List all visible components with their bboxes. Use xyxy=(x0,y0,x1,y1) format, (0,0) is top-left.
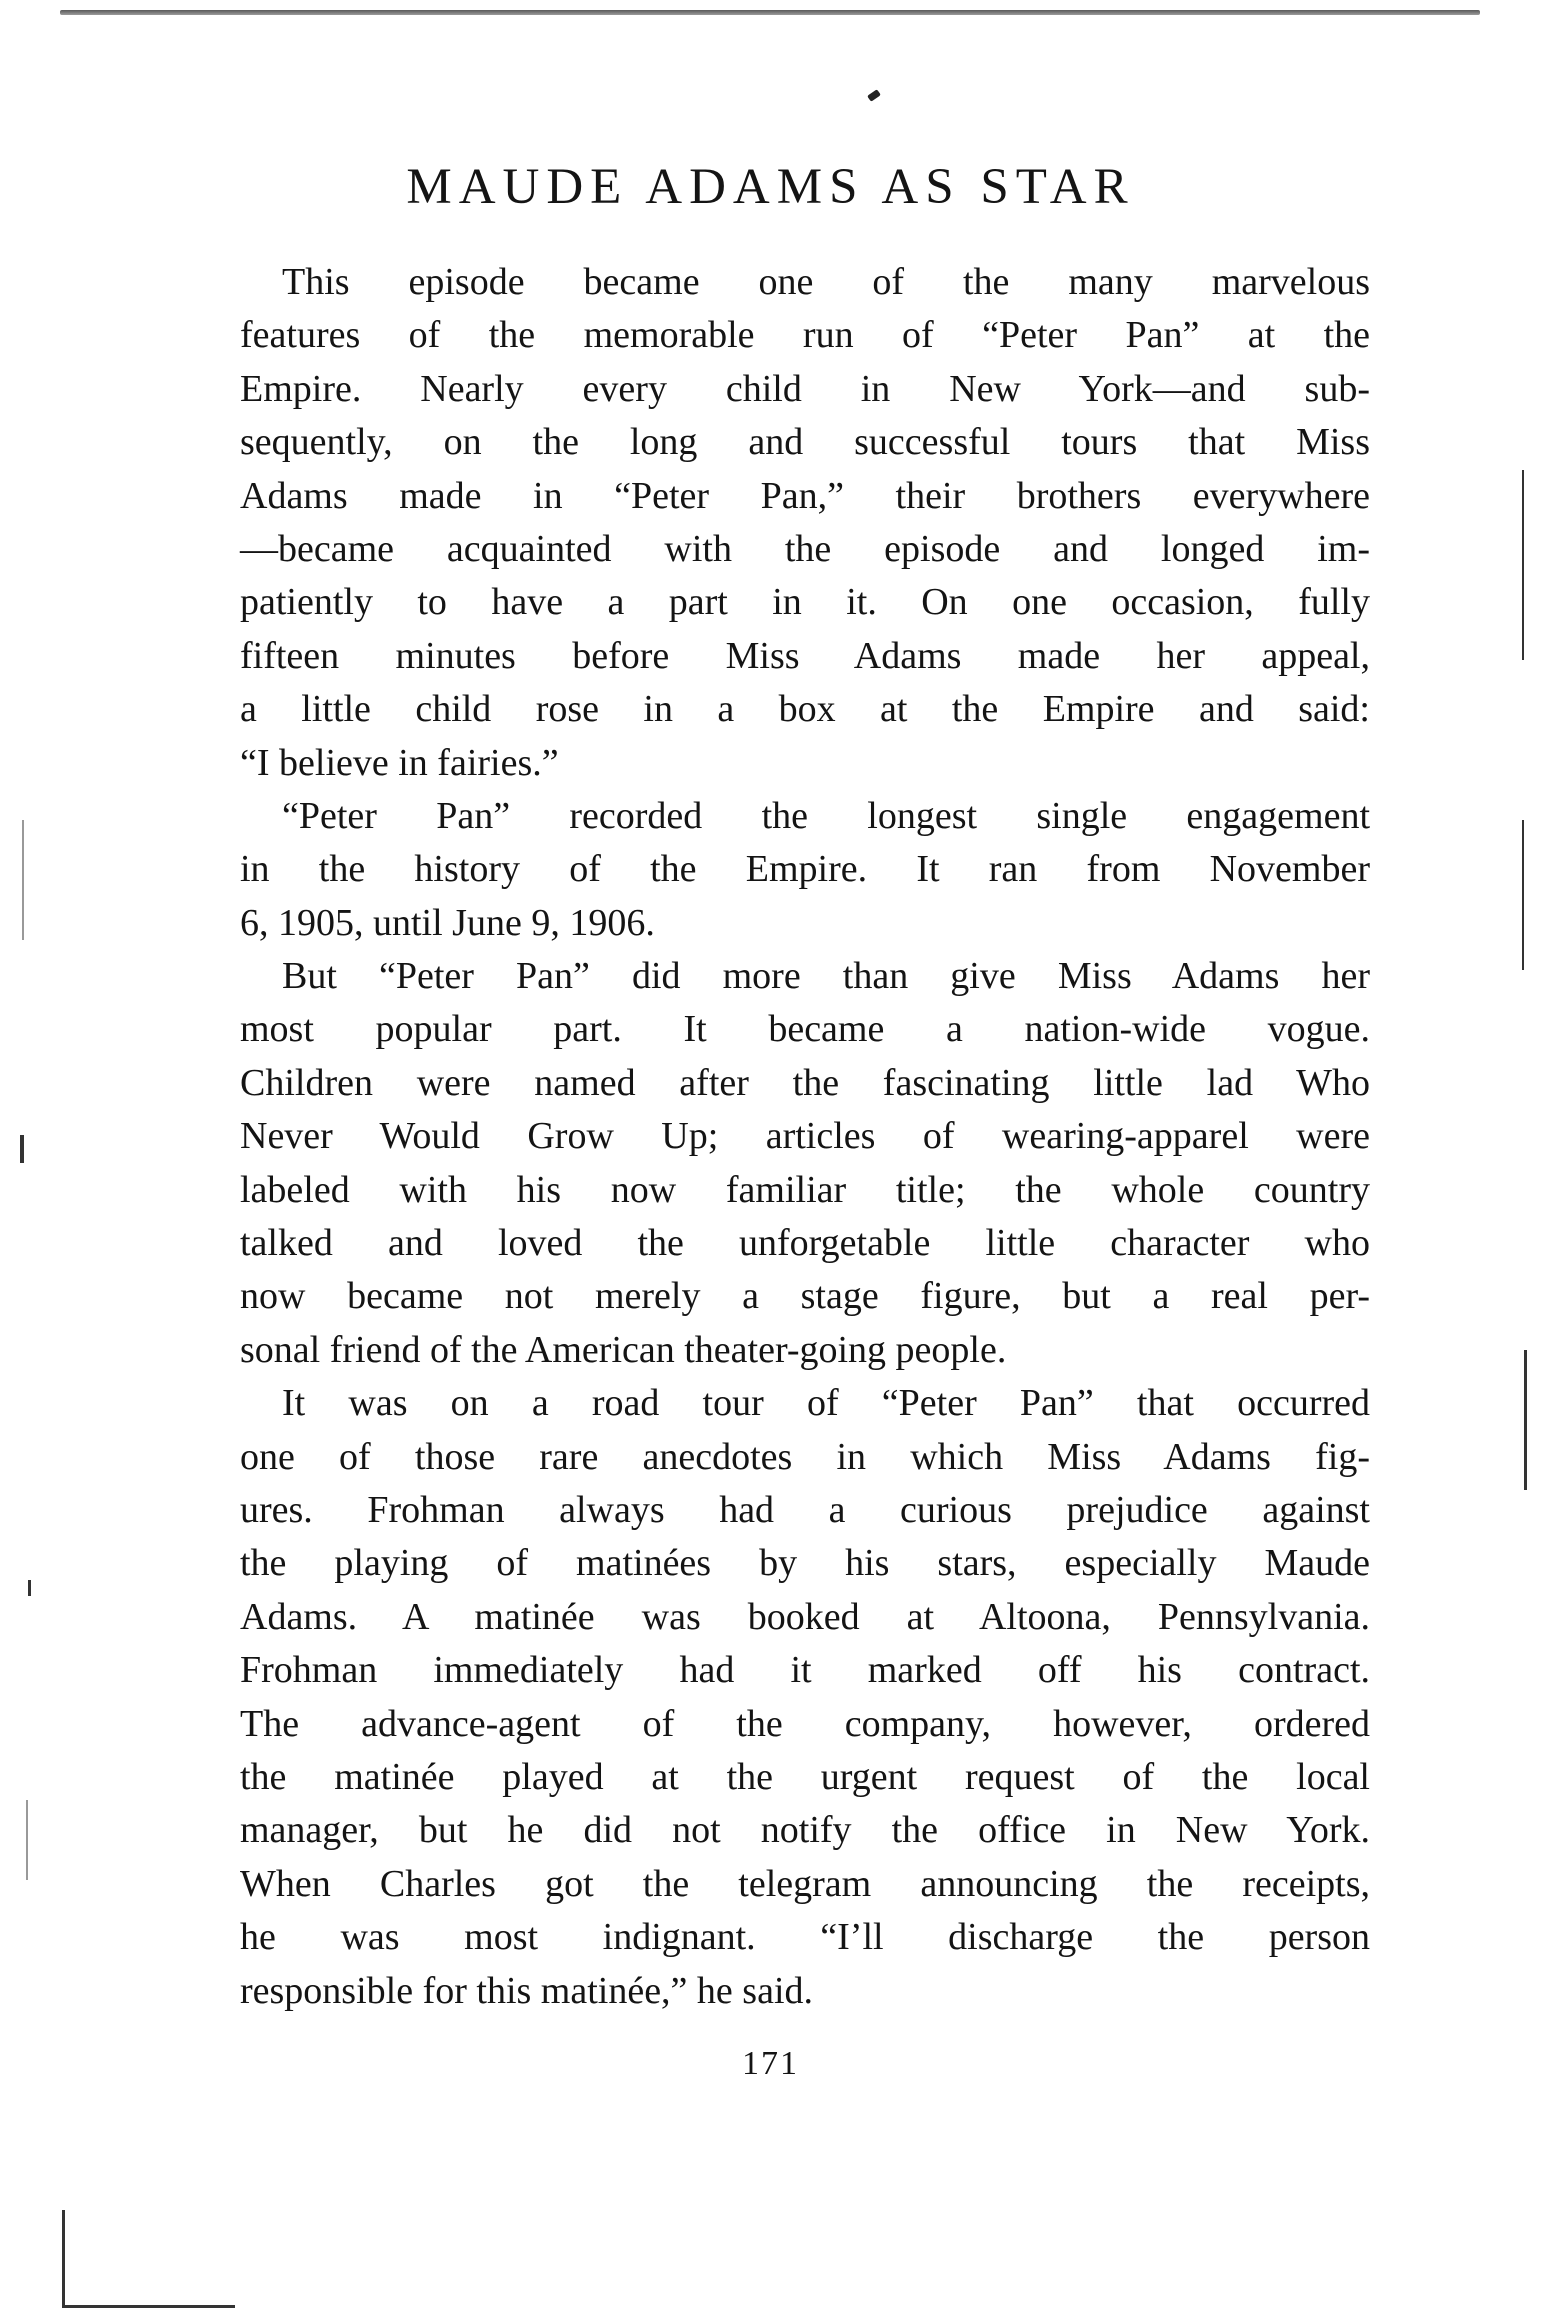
text-line: labeled with his now familiar title; the whole country xyxy=(240,1168,1370,1211)
text-line: When Charles got the telegram announcing the receipts, xyxy=(240,1862,1370,1905)
body-text xyxy=(240,256,1370,2018)
margin-scan-mark xyxy=(22,820,24,940)
text-line: The advance-agent of the company, however, ordered xyxy=(240,1702,1370,1745)
text-line: Never Would Grow Up; articles of wearing-apparel were xyxy=(240,1115,1370,1158)
text-line: fifteen minutes before Miss Adams made her appeal, xyxy=(240,634,1370,677)
page-title: MAUDE ADAMS AS STAR xyxy=(406,159,1135,215)
text-line: “Peter Pan” recorded the longest single engagement xyxy=(282,794,1370,837)
text-line: he was most indignant. “I’ll discharge the person xyxy=(240,1916,1370,1959)
page-number: 171 xyxy=(742,2045,799,2082)
text-line: But “Peter Pan” did more than give Miss Adams her xyxy=(282,955,1370,998)
margin-scan-mark xyxy=(1522,470,1524,660)
text-line: Adams made in “Peter Pan,” their brothers everywhere xyxy=(240,474,1370,517)
text-line: “I believe in fairies.” xyxy=(240,741,559,784)
text-line: It was on a road tour of “Peter Pan” that occurred xyxy=(282,1382,1370,1425)
text-line: most popular part. It became a nation-wide vogue. xyxy=(240,1008,1370,1051)
ink-speck xyxy=(867,89,881,102)
text-line: —became acquainted with the episode and longed im- xyxy=(240,527,1370,570)
text-line: This episode became one of the many marvelous xyxy=(282,261,1370,303)
paragraph-2 xyxy=(240,790,1370,950)
paragraph-1 xyxy=(240,256,1370,790)
text-line: a little child rose in a box at the Empire and said: xyxy=(240,688,1370,731)
text-line: talked and loved the unforgetable little character who xyxy=(240,1222,1370,1265)
top-edge-rule xyxy=(60,10,1480,15)
text-line: Children were named after the fascinating little lad Who xyxy=(240,1061,1370,1104)
text-line: 6, 1905, until June 9, 1906. xyxy=(240,901,655,944)
paragraph-4 xyxy=(240,1377,1370,2018)
margin-scan-mark xyxy=(1522,820,1524,970)
text-line: Empire. Nearly every child in New York—and sub- xyxy=(240,367,1370,410)
text-line: Frohman immediately had it marked off his contract. xyxy=(240,1649,1370,1692)
text-line: Adams. A matinée was booked at Altoona, Pennsylvania. xyxy=(240,1595,1370,1638)
text-line: ures. Frohman always had a curious prejudice against xyxy=(240,1488,1370,1531)
text-line: the playing of matinées by his stars, especially Maude xyxy=(240,1542,1370,1585)
text-line: in the history of the Empire. It ran from November xyxy=(240,848,1370,891)
corner-scan-mark xyxy=(62,2210,235,2308)
text-line: manager, but he did not notify the office in New York. xyxy=(240,1809,1370,1852)
text-line: sequently, on the long and successful tours that Miss xyxy=(240,421,1370,464)
margin-scan-mark xyxy=(20,1135,24,1163)
paragraph-3 xyxy=(240,950,1370,1377)
margin-scan-mark xyxy=(1524,1350,1527,1490)
text-line: now became not merely a stage figure, but a real per- xyxy=(240,1275,1370,1318)
text-line: patiently to have a part in it. On one occasion, fully xyxy=(240,581,1370,624)
text-line: sonal friend of the American theater-going people. xyxy=(240,1328,1007,1371)
text-line: one of those rare anecdotes in which Miss Adams fig- xyxy=(240,1435,1370,1478)
margin-scan-mark xyxy=(28,1580,31,1596)
margin-scan-mark xyxy=(26,1800,28,1880)
text-line: the matinée played at the urgent request of the local xyxy=(240,1755,1370,1798)
text-line: features of the memorable run of “Peter Pan” at the xyxy=(240,314,1370,357)
text-line: responsible for this matinée,” he said. xyxy=(240,1969,814,2012)
